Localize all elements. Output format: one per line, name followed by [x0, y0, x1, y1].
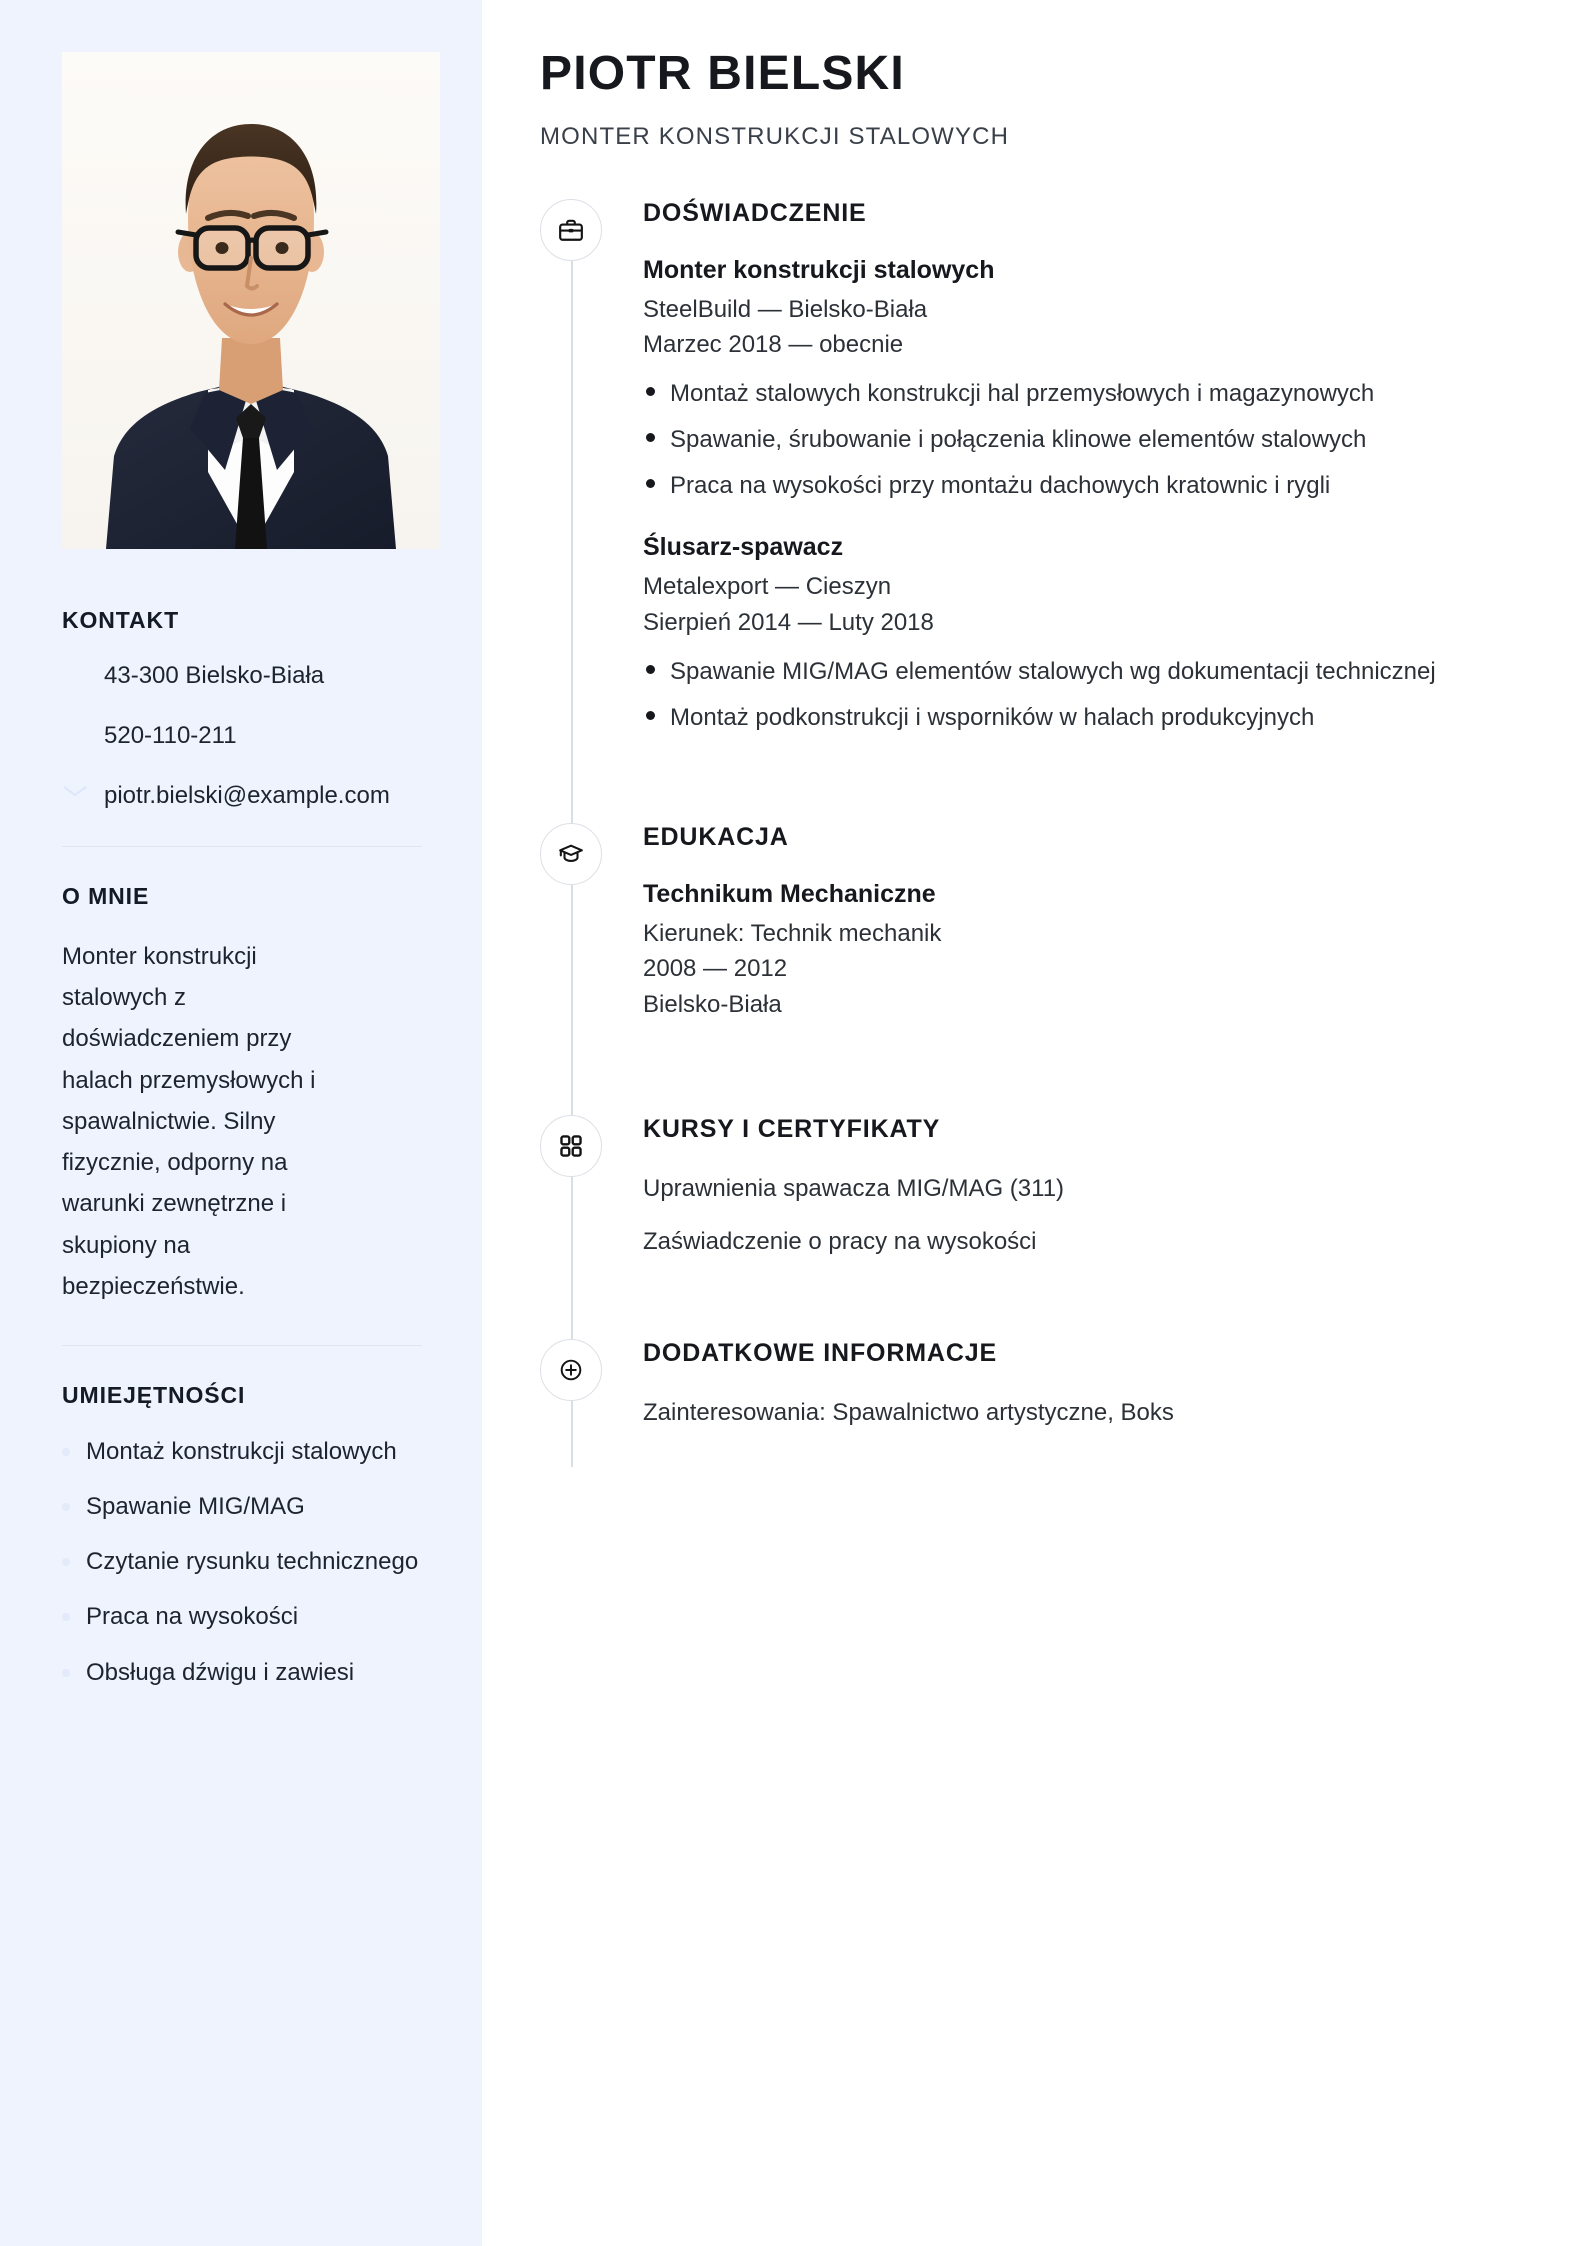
- skills-list: [62, 1435, 422, 1689]
- section-title-education: EDUKACJA: [643, 822, 789, 851]
- additional-item: Zainteresowania: Spawalnictwo artystyczne, Boks: [643, 1398, 1174, 1426]
- main-content: [482, 0, 1588, 2246]
- course-item: Zaświadczenie o pracy na wysokości: [643, 1228, 1037, 1256]
- course-item: Uprawnienia spawacza MIG/MAG (311): [643, 1174, 1065, 1202]
- sidebar-divider-1: [62, 846, 422, 847]
- contact-email-value: piotr.bielski@example.com: [104, 781, 390, 809]
- skills-heading: UMIEJĘTNOŚCI: [62, 1382, 246, 1409]
- bullet-dot-icon: [62, 1669, 70, 1677]
- about-heading: O MNIE: [62, 882, 150, 909]
- experience-entry: [643, 256, 1528, 503]
- profile-photo: [62, 52, 440, 549]
- location-pin-icon: [62, 660, 88, 688]
- page-title: PIOTR BIELSKI: [540, 47, 905, 100]
- entry-role: Ślusarz-spawacz: [643, 533, 844, 562]
- bullet-dot-icon: [62, 1613, 70, 1621]
- envelope-icon: [62, 780, 88, 808]
- section-additional: [540, 1339, 1528, 1434]
- contact-item-phone: [62, 720, 422, 752]
- entry-bullet-list: [643, 655, 1528, 735]
- timeline: [540, 199, 1528, 1434]
- contact-phone-value: 520-110-211: [104, 721, 237, 749]
- section-title-additional: DODATKOWE INFORMACJE: [643, 1338, 998, 1367]
- sidebar-divider-2: [62, 1345, 422, 1346]
- job-title: MONTER KONSTRUKCJI STALOWYCH: [540, 122, 1010, 150]
- entry-bullet: Spawanie MIG/MAG elementów stalowych wg dokumentacji technicznej: [643, 655, 1473, 689]
- experience-entry: [643, 533, 1528, 734]
- entry-bullet: Praca na wysokości przy montażu dachowych kratownic i rygli: [643, 469, 1473, 503]
- graduation-cap-icon: [540, 823, 602, 885]
- education-period: 2008 — 2012: [643, 955, 788, 983]
- briefcase-icon: [540, 199, 602, 261]
- contact-item-location: [62, 660, 422, 692]
- skill-item: [62, 1656, 422, 1689]
- skill-item: [62, 1435, 422, 1468]
- skill-label: Czytanie rysunku technicznego: [86, 1548, 419, 1576]
- spacer: [540, 1263, 1528, 1325]
- sidebar: [0, 0, 482, 2246]
- section-courses: [540, 1115, 1528, 1263]
- section-title-experience: DOŚWIADCZENIE: [643, 198, 867, 227]
- skill-label: Montaż konstrukcji stalowych: [86, 1438, 397, 1466]
- bullet-dot-icon: [62, 1503, 70, 1511]
- entry-company: SteelBuild — Bielsko-Biała: [643, 295, 928, 323]
- plus-circle-icon: [540, 1339, 602, 1401]
- skill-label: Praca na wysokości: [86, 1603, 299, 1631]
- section-title-courses: KURSY I CERTYFIKATY: [643, 1114, 941, 1143]
- entry-period: Sierpień 2014 — Luty 2018: [643, 608, 934, 636]
- contact-location-value: 43-300 Bielsko-Biała: [104, 662, 325, 689]
- bullet-dot-icon: [62, 1558, 70, 1566]
- contact-list: [62, 660, 422, 812]
- entry-bullet: Montaż podkonstrukcji i wsporników w halach produkcyjnych: [643, 701, 1473, 735]
- phone-icon: [62, 720, 88, 748]
- contact-item-email: [62, 780, 422, 812]
- education-entry: [643, 880, 1528, 1022]
- entry-bullet-list: [643, 377, 1528, 503]
- skill-item: [62, 1490, 422, 1523]
- contact-heading: KONTAKT: [62, 607, 180, 633]
- skill-label: Obsługa dźwigu i zawiesi: [86, 1658, 355, 1686]
- entry-period: Marzec 2018 — obecnie: [643, 331, 904, 359]
- spacer: [540, 739, 1528, 809]
- education-city: Bielsko-Biała: [643, 990, 782, 1018]
- grid-squares-icon: [540, 1115, 602, 1177]
- spacer: [540, 1029, 1528, 1101]
- skill-label: Spawanie MIG/MAG: [86, 1493, 305, 1521]
- bullet-dot-icon: [62, 1448, 70, 1456]
- portrait-illustration: [62, 52, 440, 549]
- section-education: [540, 823, 1528, 1029]
- entry-bullet: Spawanie, śrubowanie i połączenia klinowe elementów stalowych: [643, 423, 1473, 457]
- education-field: Kierunek: Technik mechanik: [643, 919, 942, 947]
- skill-item: [62, 1545, 422, 1578]
- section-experience: [540, 199, 1528, 739]
- entry-role: Monter konstrukcji stalowych: [643, 255, 995, 284]
- education-school: Technikum Mechaniczne: [643, 879, 936, 908]
- skill-item: [62, 1600, 422, 1633]
- entry-company: Metalexport — Cieszyn: [643, 573, 892, 601]
- about-text: Monter konstrukcji stalowych z doświadczeniem przy halach przemysłowych i spawalnictwie. Silny fizycznie, odporny na warunki zewnętrzne i skupiony na bezpieczeństwie.: [62, 942, 316, 1300]
- entry-bullet: Montaż stalowych konstrukcji hal przemysłowych i magazynowych: [643, 377, 1473, 411]
